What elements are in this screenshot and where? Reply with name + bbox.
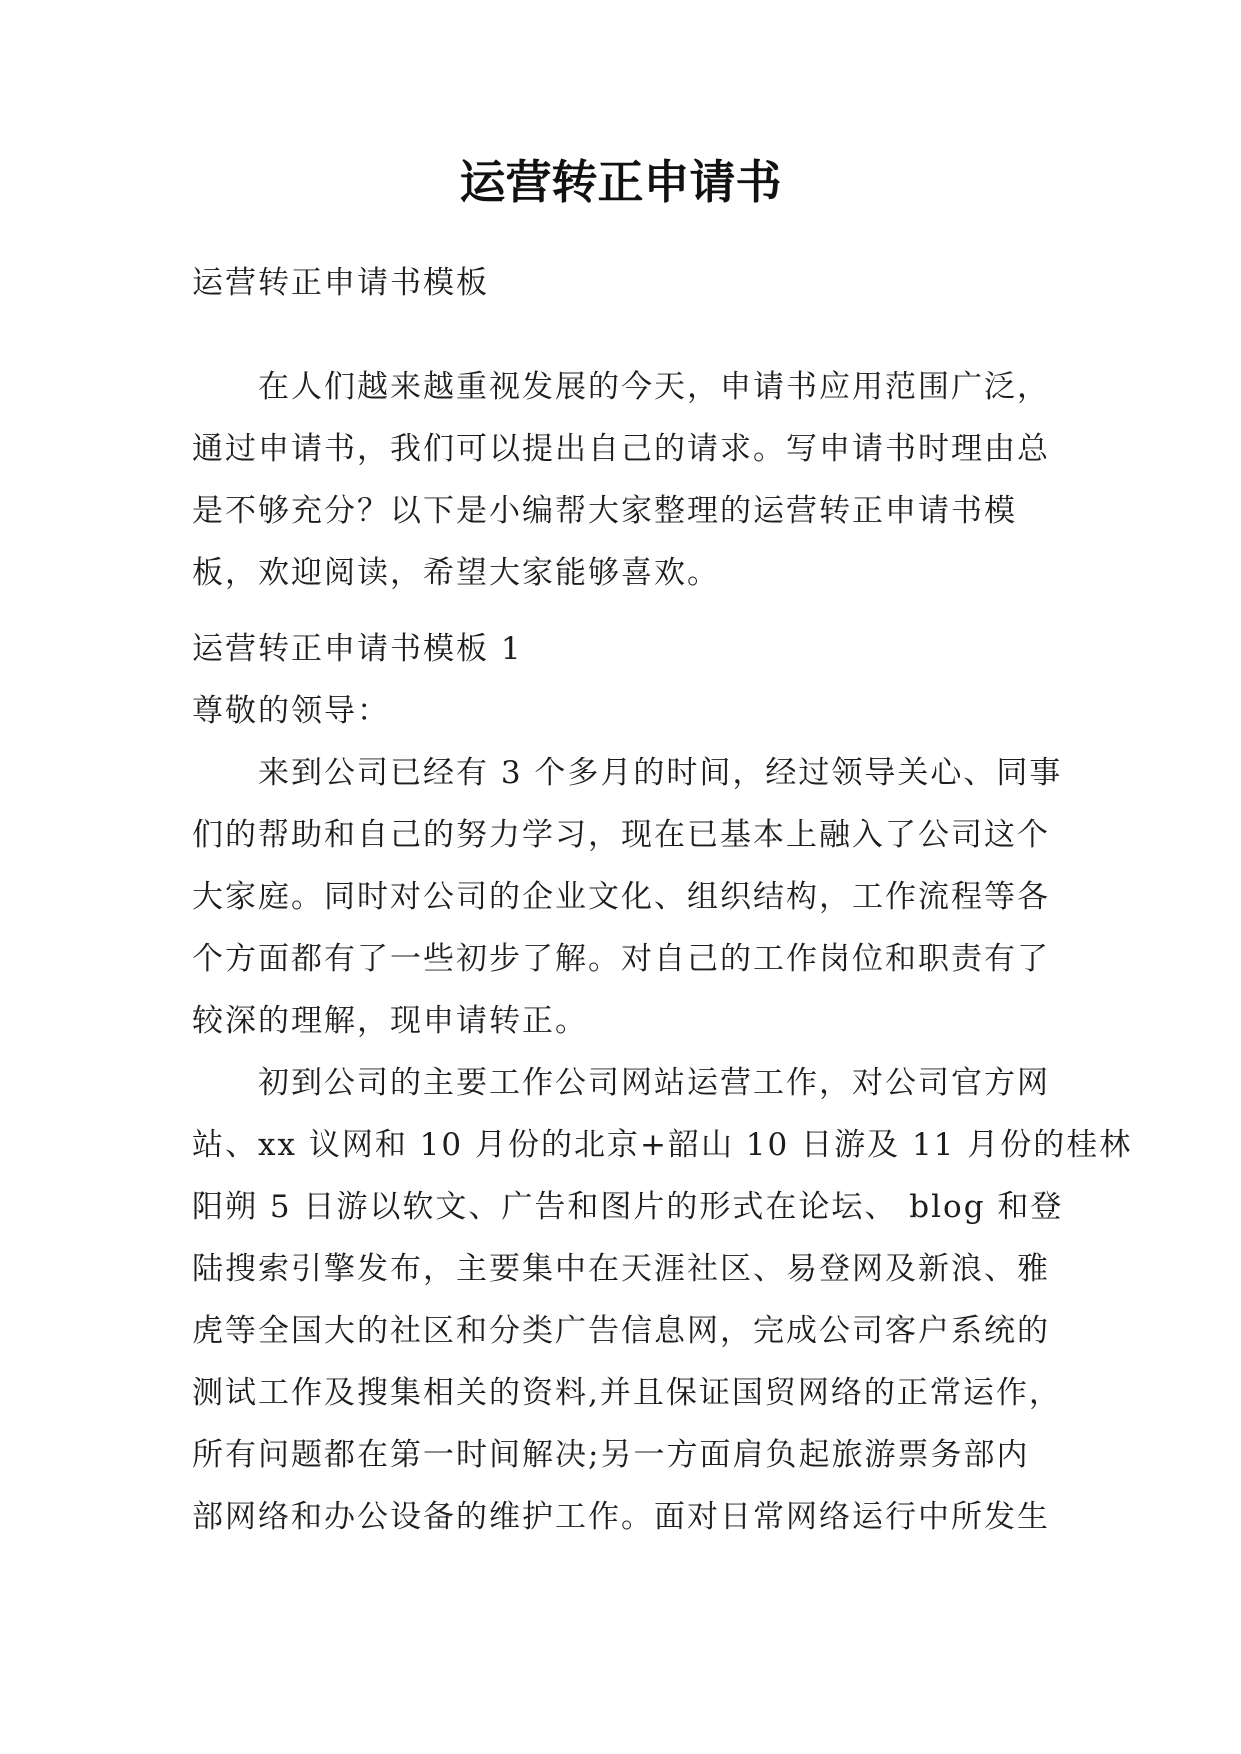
paragraph-line: 陆搜索引擎发布，主要集中在天涯社区、易登网及新浪、雅	[192, 1251, 1050, 1287]
paragraph-line: 大家庭。同时对公司的企业文化、组织结构，工作流程等各	[192, 879, 1050, 915]
paragraph-line: 所有问题都在第一时间解决;另一方面肩负起旅游票务部内	[192, 1437, 1030, 1473]
paragraph-1	[192, 742, 1063, 1052]
paragraph-line: 测试工作及搜集相关的资料,并且保证国贸网络的正常运作，	[192, 1375, 1062, 1411]
paragraph-line: 部网络和办公设备的维护工作。面对日常网络运行中所发生	[192, 1499, 1050, 1535]
paragraph-line: 们的帮助和自己的努力学习，现在已基本上融入了公司这个	[192, 817, 1050, 853]
document-subtitle	[192, 252, 1060, 314]
subtitle-line: 运营转正申请书模板	[192, 265, 489, 301]
paragraph-line: 个方面都有了一些初步了解。对自己的工作岗位和职责有了	[192, 941, 1050, 977]
intro-line: 是不够充分？以下是小编帮大家整理的运营转正申请书模	[192, 493, 1017, 529]
paragraph-line: 较深的理解，现申请转正。	[192, 1003, 588, 1039]
salutation: 尊敬的领导：	[192, 693, 390, 729]
paragraph-2	[192, 1052, 1133, 1548]
section-heading: 运营转正申请书模板 1	[192, 631, 523, 667]
paragraph-line: 阳朔 5 日游以软文、广告和图片的形式在论坛、 blog 和登	[192, 1189, 1064, 1225]
paragraph-line: 初到公司的主要工作公司网站运营工作，对公司官方网	[258, 1065, 1050, 1101]
intro-line: 板，欢迎阅读，希望大家能够喜欢。	[192, 555, 720, 591]
paragraph-line: 站、xx 议网和 10 月份的北京+韶山 10 日游及 11 月份的桂林	[192, 1127, 1133, 1163]
document-title: 运营转正申请书	[459, 155, 782, 209]
intro-paragraph	[192, 356, 1060, 604]
letter-body	[192, 618, 1133, 1548]
intro-line: 在人们越来越重视发展的今天，申请书应用范围广泛，	[258, 369, 1050, 405]
intro-line: 通过申请书，我们可以提出自己的请求。写申请书时理由总	[192, 431, 1050, 467]
paragraph-line: 虎等全国大的社区和分类广告信息网，完成公司客户系统的	[192, 1313, 1050, 1349]
paragraph-line: 来到公司已经有 3 个多月的时间，经过领导关心、同事	[258, 755, 1063, 791]
